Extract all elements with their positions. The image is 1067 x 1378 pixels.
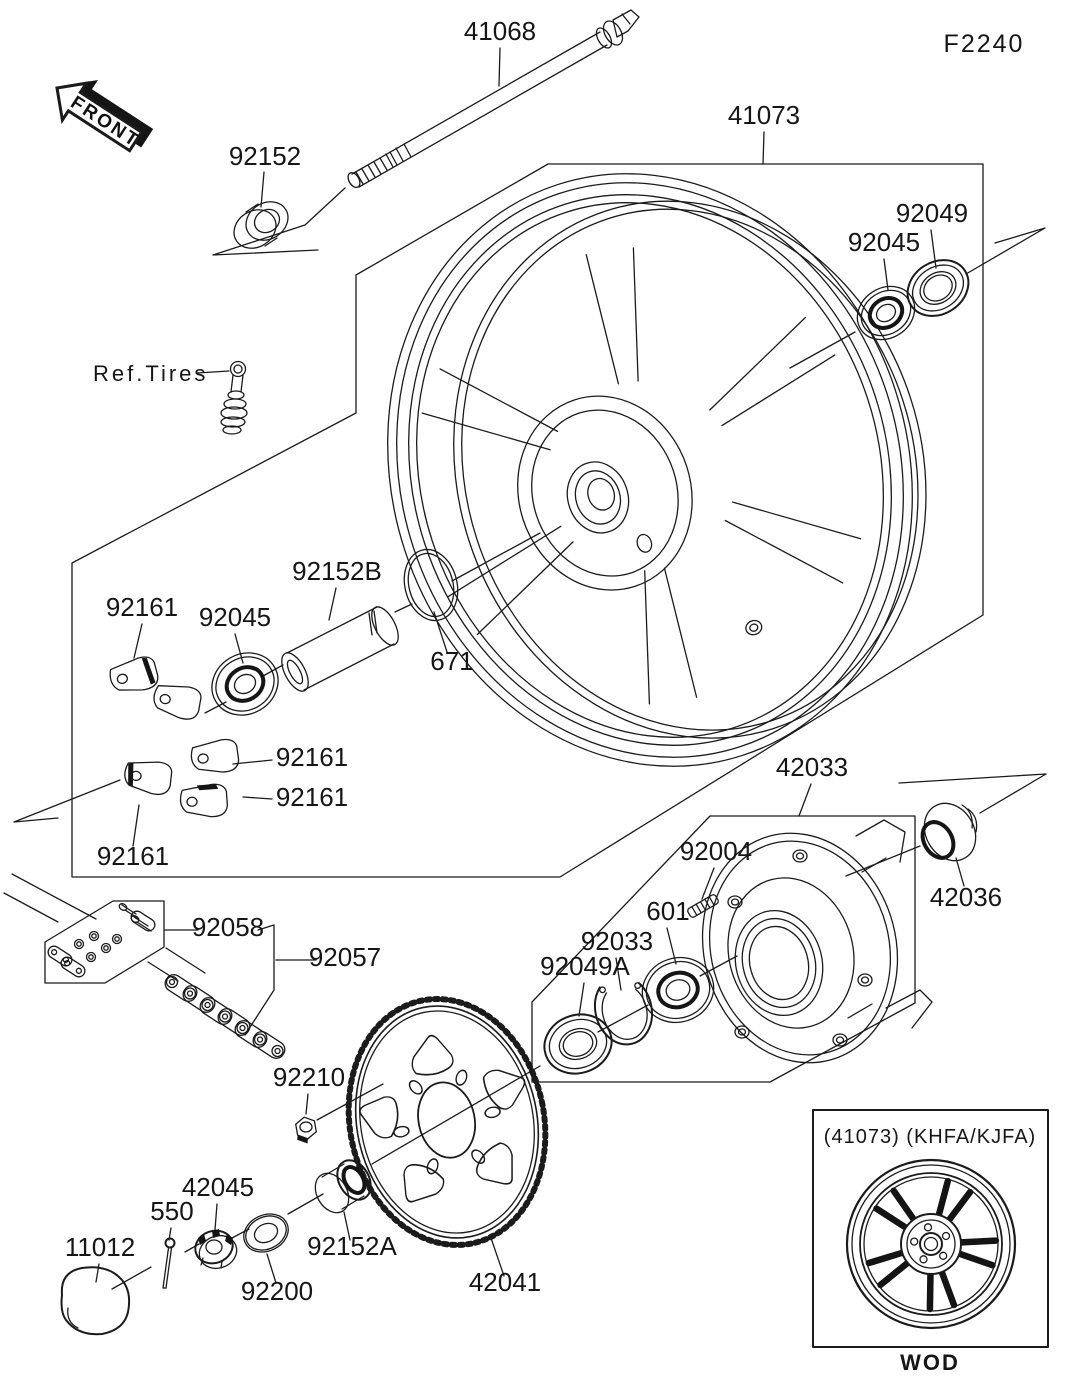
washer-92200-drawing [238,1207,295,1259]
part-label-92200: 92200 [240,1276,314,1306]
part-label-92161-d: 92161 [96,841,170,871]
part-label-92210: 92210 [272,1062,346,1092]
page-code: F2240 [943,30,1025,58]
part-label-42045: 42045 [181,1172,255,1202]
bearing-92045-left-drawing [201,641,290,727]
part-label-92058: 92058 [191,912,265,942]
part-label-92152: 92152 [228,141,302,171]
part-label-41073: 41073 [727,100,801,130]
front-arrow [44,64,159,165]
circlip-92033-drawing [589,976,659,1051]
front-arrow-label: FRONT [66,92,144,153]
part-label-42036: 42036 [929,882,1003,912]
part-label-92152B: 92152B [292,556,382,586]
cotter-pin-550-drawing [163,1239,175,1289]
cap-11012-drawing [62,1267,130,1334]
assembly-outline-boxes [45,164,1048,1347]
damper-set-drawing [107,654,240,818]
part-label-92045-top: 92045 [847,227,921,257]
tire-valve-drawing [221,362,247,435]
inset-caption-wod: WOD [900,1350,960,1375]
part-label-92049A: 92049A [540,951,630,981]
part-label-92004: 92004 [679,836,753,866]
inset-title: (41073) (KHFA/KJFA) [823,1126,1037,1148]
part-label-601: 601 [646,896,690,926]
seal-92049A-drawing [537,1006,620,1082]
ref-tires-note: Ref.Tires [93,361,209,386]
assembly-axis-lines [4,188,1046,1289]
part-label-550: 550 [150,1196,194,1226]
part-label-42041: 42041 [468,1267,542,1297]
part-label-92033: 92033 [580,926,654,956]
part-label-41068: 41068 [463,16,537,46]
cap-42036-drawing [914,794,986,870]
inset-wheel-drawing [847,1160,1015,1328]
part-label-11012: 11012 [64,1232,136,1262]
part-label-92057: 92057 [308,942,382,972]
part-label-92161-a: 92161 [105,592,179,622]
part-label-671: 671 [430,646,474,676]
castle-nut-42045-drawing [191,1225,242,1273]
part-label-92161-c: 92161 [275,782,349,812]
part-label-92045-left: 92045 [198,602,272,632]
part-label-42033: 42033 [775,752,849,782]
part-label-92049: 92049 [895,198,969,228]
nut-92210-drawing [296,1084,383,1144]
part-label-92152A: 92152A [307,1231,397,1261]
part-label-92161-b: 92161 [275,742,349,772]
sleeve-92152B-drawing [276,603,403,695]
